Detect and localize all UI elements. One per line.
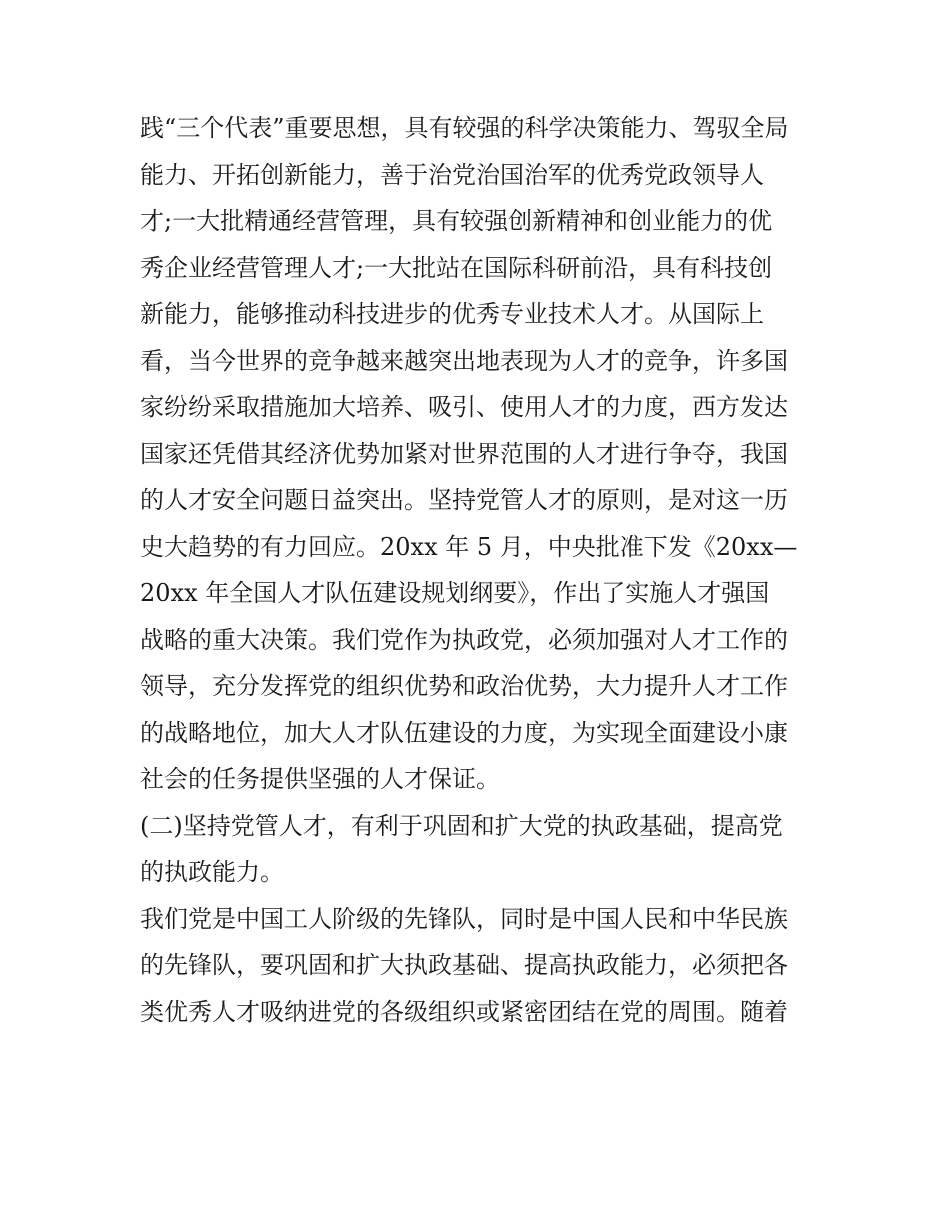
text-line-19: 的先锋队，要巩固和扩大执政基础、提高执政能力，必须把各 bbox=[140, 951, 788, 979]
text-line-7: 家纷纷采取措施加大培养、吸引、使用人才的力度，西方发达 bbox=[140, 393, 788, 421]
text-line-4: 秀企业经营管理人才;一大批站在国际科研前沿，具有科技创 bbox=[140, 253, 773, 282]
text-line-10: 史大趋势的有力回应。20xx 年 5 月，中央批准下发《20xx— bbox=[140, 532, 798, 561]
text-line-15: 社会的任务提供坚强的人才保证。 bbox=[140, 765, 500, 793]
section-heading-line-1: (二)坚持党管人才，有利于巩固和扩大党的执政基础，提高党 bbox=[140, 811, 783, 840]
text-line-20: 类优秀人才吸纳进党的各级组织或紧密团结在党的周围。随着 bbox=[140, 997, 788, 1026]
text-line-2: 能力、开拓创新能力，善于治党治国治军的优秀党政领导人 bbox=[140, 160, 764, 189]
text-line-14: 的战略地位，加大人才队伍建设的力度，为实现全面建设小康 bbox=[140, 718, 788, 747]
text-line-13: 领导，充分发挥党的组织优势和政治优势，大力提升人才工作 bbox=[140, 672, 788, 700]
text-line-9: 的人才安全问题日益突出。坚持党管人才的原则，是对这一历 bbox=[140, 486, 788, 514]
text-line-12: 战略的重大决策。我们党作为执政党，必须加强对人才工作的 bbox=[140, 625, 788, 654]
text-line-1: 践“三个代表”重要思想，具有较强的科学决策能力、驾驭全局 bbox=[140, 114, 789, 142]
text-line-11: 20xx 年全国人才队伍建设规划纲要》，作出了实施人才强国 bbox=[140, 579, 770, 607]
text-line-18: 我们党是中国工人阶级的先锋队，同时是中国人民和中华民族 bbox=[140, 904, 788, 933]
document-body bbox=[140, 105, 820, 1035]
section-heading-line-2: 的执政能力。 bbox=[140, 858, 284, 886]
text-line-6: 看，当今世界的竞争越来越突出地表现为人才的竞争，许多国 bbox=[140, 346, 788, 375]
text-line-5: 新能力，能够推动科技进步的优秀专业技术人才。从国际上 bbox=[140, 300, 764, 328]
text-line-8: 国家还凭借其经济优势加紧对世界范围的人才进行争夺，我国 bbox=[140, 439, 788, 468]
text-line-3: 才;一大批精通经营管理，具有较强创新精神和创业能力的优 bbox=[140, 207, 773, 235]
